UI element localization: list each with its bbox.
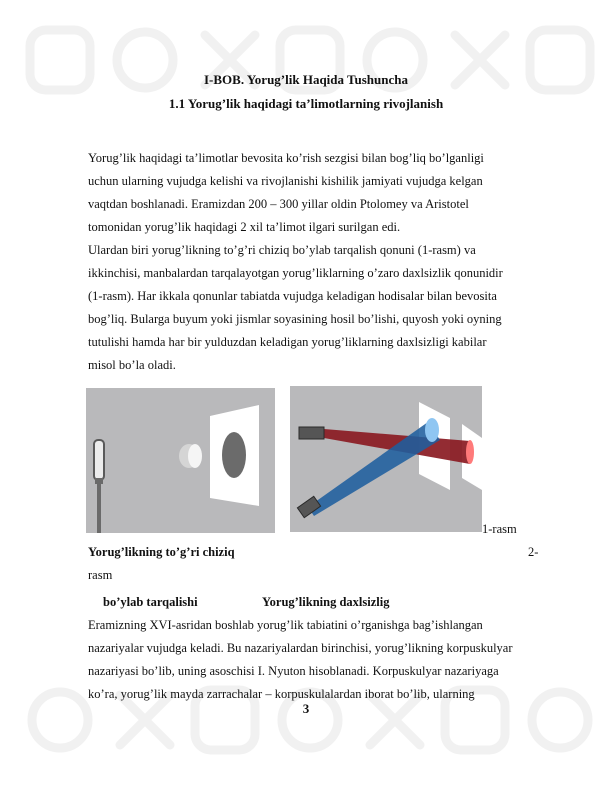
figure-label-left-2: bo’ylab tarqalishi: [103, 595, 198, 609]
figure-beam-independence: [290, 386, 482, 532]
page-number: 3: [302, 701, 310, 716]
figure-label-left-1: Yorug’likning to’g’ri chiziq: [88, 545, 235, 559]
paragraph-line: ikkinchisi, manbalardan tarqalayotgan yorug’liklarning o’zaro daxlsizlik qonunidir: [88, 266, 503, 280]
paragraph-line: nazariyalar vujudga keladi. Bu nazariyalardan birinchisi, yorug’likning korpuskulyar: [88, 641, 513, 655]
paragraph-line: Yorug’lik haqidagi ta’limotlar bevosita ko’rish sezgisi bilan bog’liq bo’lganligi: [88, 151, 484, 165]
figure-caption-2a: 2-: [528, 545, 539, 559]
figure-label-right: Yorug’likning daxlsizlig: [262, 595, 390, 609]
paragraph-line: Eramizning XVI-asridan boshlab yorug’lik tabiatini o’rganishga bag’ishlangan: [88, 618, 483, 632]
paragraph-line: uchun ularning vujudga kelishi va rivojlanishi kishilik jamiyati vujudga kelgan: [88, 174, 483, 188]
red-lamp-icon: [299, 427, 324, 439]
disc-object: [179, 444, 202, 468]
figure-caption-1: 1-rasm: [482, 522, 517, 536]
figure-caption-2b: rasm: [88, 568, 113, 582]
paragraph-line: vaqtdan boshlanadi. Eramizdan 200 – 300 yillar oldin Ptolomey va Aristotel: [88, 197, 469, 211]
paragraph-line: tomonidan yorug’lik haqidagi 2 xil ta’limot ilgari surilgan edi.: [88, 220, 401, 234]
paragraph-line: nazariyasi bo’lib, uning asoschisi I. Nyuton hisoblanadi. Korpuskulyar nazariyaga: [88, 664, 499, 678]
paragraph-line: ko’ra, yorug’lik mayda zarrachalar – korpuskulalardan iborat bo’lib, ularning: [88, 687, 475, 701]
section-title: 1.1 Yorug’lik haqidagi ta’limotlarning rivojlanish: [168, 96, 444, 111]
figure-straight-propagation: [86, 388, 275, 533]
paragraph-line: tutulishi hamda har bir yulduzdan keladigan yorug’liklarning daxlsizligi kabilar: [88, 335, 487, 349]
paragraph-line: Ulardan biri yorug’likning to’g’ri chiziq bo’ylab tarqalish qonuni (1-rasm) va: [88, 243, 476, 257]
paragraph-line: misol bo’la oladi.: [88, 358, 176, 372]
paragraph-line: (1-rasm). Har ikkala qonunlar tabiatda vujudga keladigan hodisalar bilan bevosita: [88, 289, 497, 303]
chapter-title: I-BOB. Yorug’lik Haqida Tushuncha: [204, 72, 408, 87]
paragraph-line: bog’liq. Bularga buyum yoki jismlar soyasining hosil bo’lishi, quyosh yoki oyning: [88, 312, 502, 326]
shadow-spot: [222, 432, 246, 478]
